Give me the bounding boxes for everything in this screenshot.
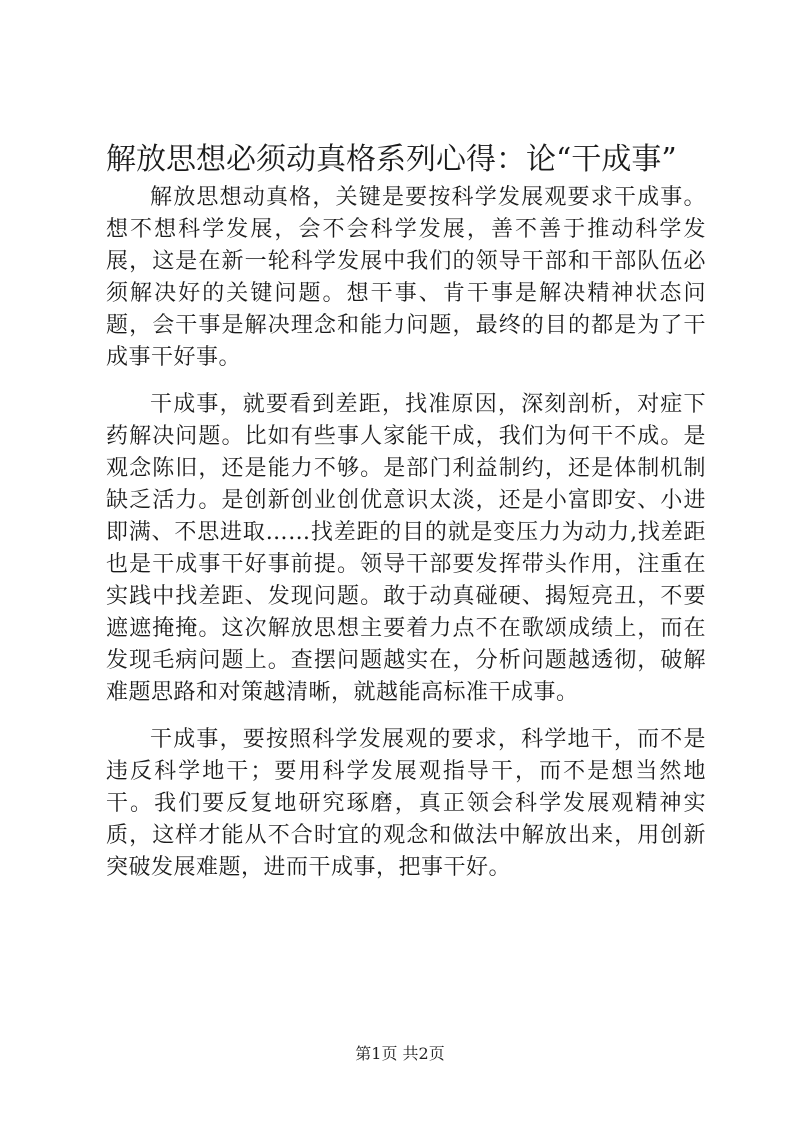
- paragraph-1: 解放思想动真格，关键是要按科学发展观要求干成事。想不想科学发展，会不会科学发展，善不善于推动科学发展，这是在新一轮科学发展中我们的领导干部和干部队伍必须解决好的关键问题。想干事、肯干事是解决精神状态问题，会干事是解决理念和能力问题，最终的目的都是为了干成事干好事。: [106, 185, 706, 370]
- paragraph-2: 干成事，就要看到差距，找准原因，深刻剖析，对症下药解决问题。比如有些事人家能干成，我们为何干不成。是观念陈旧，还是能力不够。是部门利益制约，还是体制机制缺乏活力。是创新创业创优意识太淡，还是小富即安、小进即满、不思进取……找差距的目的就是变压力为动力,找差距也是干成事干好事前提。领导干部要发挥带头作用，注重在实践中找差距、发现问题。敢于动真碰硬、揭短亮丑，不要遮遮掩掩。这次解放思想主要着力点不在歌颂成绩上，而在发现毛病问题上。查摆问题越实在，分析问题越透彻，破解难题思路和对策越清晰，就越能高标准干成事。: [106, 392, 706, 705]
- page-footer: 第1页 共2页: [355, 1044, 445, 1063]
- paragraph-3: 干成事，要按照科学发展观的要求，科学地干，而不是违反科学地干；要用科学发展观指导干，而不是想当然地干。我们要反复地研究琢磨，真正领会科学发展观精神实质，这样才能从不合时宜的观念和做法中解放出来，用创新突破发展难题，进而干成事，把事干好。: [106, 727, 706, 880]
- document-title: 解放思想必须动真格系列心得：论“干成事”: [106, 142, 677, 177]
- document-body: [106, 182, 706, 884]
